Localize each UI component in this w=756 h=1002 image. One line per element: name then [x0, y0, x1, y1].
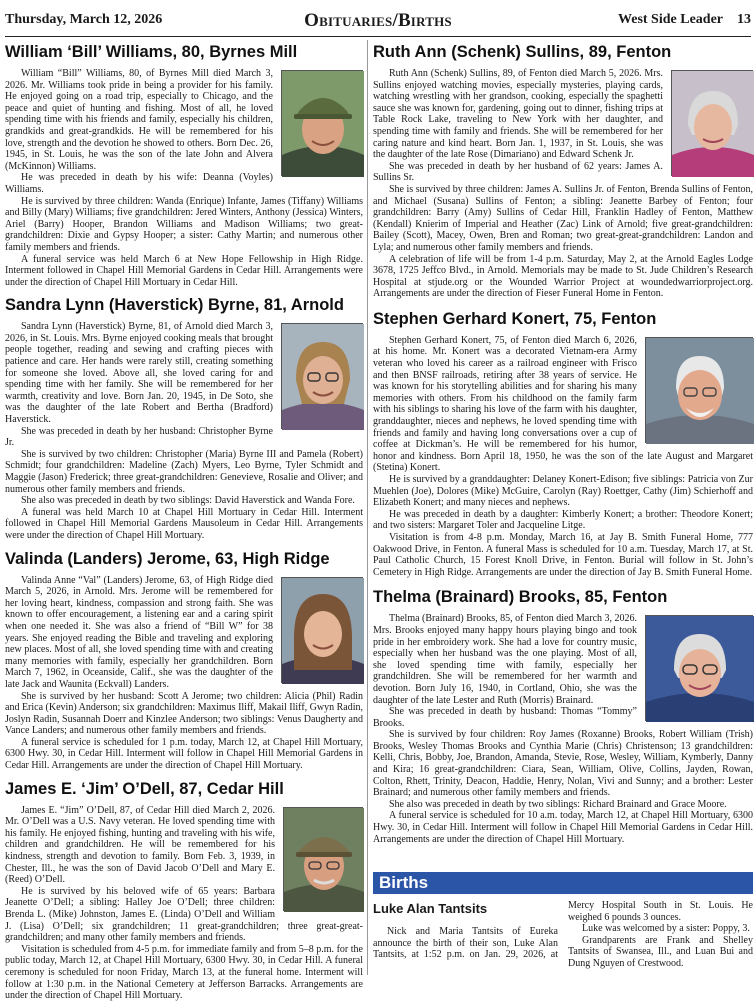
obituary-paragraph: She is survived by her husband: Scott A Jerome; two children: Alicia (Phil) Radin and Erica (Kevin) Anderson; six grandchildren: Maximus Iliff, Makail Iliff, Gwyn Radin, Joslyn Radin, Susannah Doerr and Kinzlee Anderson; two siblings: Venus Daugherty and Vance Landers; and numerous other family members and friends. — [5, 690, 363, 737]
publication-name: West Side Leader — [618, 12, 723, 27]
obituary-paragraph: She also was preceded in death by two siblings: Richard Brainard and Grace Moore. — [389, 798, 727, 810]
obituary-paragraph: Stephen Gerhard Konert, 75, of Fenton died March 6, 2026, at his home. Mr. Konert was a decorated Vietnam-era Army veteran who loved his career as a railroad engineer with Frisco and then BNSF railroads, retiring after 38 years of service. He was known for his storytelling abilities and for sharing his many memories with others. From his childhood on the family farm with his siblings to sharing his love of the farm with his daughter, granddaughter, nieces and nephews, he loved spending time with friends and family and having long conversations over a cup of coffee at Dickman’s. He will be remembered for his humor, honor and kindness. Born April 18, 1950, he was the son of the late August and Margaret (Stetina) Konert. — [373, 334, 753, 474]
birth-announcement-tantsits — [373, 900, 753, 980]
birth-paragraph: Grandparents are Frank and Shelley Tantsits of Swansea, Ill., and Luan Bui and Dung Nguyen of Crestwood. — [568, 934, 753, 969]
obituary-paragraph: Sandra Lynn (Haverstick) Byrne, 81, of Arnold died March 3, 2026, in St. Louis. Mrs. Byrne enjoyed cooking meals that brought people together, reading and sewing and crafting pieces with patience and care. Her hands were rarely still, creating something for someone she loved. Above all, she loved caring for and spending time with her family. She will be remembered for her warmth, creativity and love. Born Jan. 20, 1945, in De Soto, she was the daughter of the late Robert and Bertha (Bradford) Haverstick. — [5, 321, 273, 426]
section-title: Obituaries/Births — [304, 10, 452, 31]
portrait-photo — [645, 337, 753, 443]
obituary-paragraph: A funeral service was held March 6 at New Hope Fellowship in High Ridge. Interment followed in Chapel Hill Memorial Gardens in Cedar Hill. Arrangements were under the direction of Chapel Hill Mortuary in Cedar Hill. — [5, 253, 363, 288]
portrait-image-icon — [284, 808, 364, 912]
portrait-photo — [281, 577, 363, 683]
birth-paragraph: Luke was welcomed by a sister: Poppy, 3. — [582, 923, 750, 935]
obituary-heading: James E. ‘Jim’ O’Dell, 87, Cedar Hill — [5, 779, 284, 798]
obituary-heading: Stephen Gerhard Konert, 75, Fenton — [373, 309, 657, 328]
obituary-paragraph: She was preceded in death by her husband of 62 years: James A. Sullins Sr. — [373, 160, 663, 184]
obituary-paragraph: A celebration of life will be from 1-4 p.m. Saturday, May 2, at the Arnold Eagles Lodge 3678, 1725 Jeffco Blvd., in Arnold. Memorials may be made to St. Jude Children’s Research Hospital at stjude.org or the Wounded Warrior Project at woundedwarriorproject.org. Arrangements are under the direction of Fieser Funeral Home in Fenton. — [373, 253, 753, 300]
obituary-paragraph: Ruth Ann (Schenk) Sullins, 89, of Fenton died March 5, 2026. Mrs. Sullins enjoyed watching movies, especially mysteries, playing cards, watching wrestling with her grandson, cooking, especially the spaghetti sauce she was known for, gardening, going out to dinner, fishing trips at Table Rock Lake, traveling to New York with her daughter, and spending time with family and friends. She will be remembered for her caring nature and kind heart. Born Jan. 1, 1937, in St. Louis, she was the daughter of the late Rose (Dimariano) and Edward Schenk Jr. — [373, 68, 663, 161]
obituary-paragraph: A funeral service is scheduled for 10 a.m. today, March 12, at Chapel Hill Mortuary, 6300 Hwy. 30, in Cedar Hill. Interment will follow in Chapel Hill Memorial Gardens in Cedar Hill. Arrangements are under the direction of Chapel Hill Mortuary. — [373, 810, 753, 845]
issue-date: Thursday, March 12, 2026 — [5, 12, 163, 27]
portrait-image-icon — [646, 338, 754, 444]
obituary-byrne — [5, 293, 363, 541]
births-section-title: Births — [379, 873, 429, 892]
obituary-paragraph: He is survived by his beloved wife of 65 years: Barbara Jeanette O’Dell; a sibling: Halley Joe O’Dell; three children: Brenda L. (Mike) Johnston, James E. (Linda) O’Dell and William J. (Lisa) O’Dell; six grandchildren; 11 great-grandchildren; three great-great-grandchildren; and many other family members and friends. — [5, 885, 363, 944]
portrait-image-icon — [646, 616, 754, 722]
portrait-image-icon — [282, 71, 364, 177]
portrait-photo — [645, 615, 753, 721]
obituary-odell — [5, 777, 363, 1002]
obituary-heading: William ‘Bill’ Williams, 80, Byrnes Mill — [5, 43, 298, 61]
obituary-jerome — [5, 547, 363, 772]
portrait-photo — [671, 70, 753, 176]
obituary-sullins — [373, 40, 753, 300]
obituary-paragraph: Visitation is scheduled from 4-5 p.m. for immediate family and from 5–8 p.m. for the public today, March 12, at Chapel Hill Mortuary, 6300 Hwy. 30, in Cedar Hill. A funeral ceremony is scheduled for noon Friday, March 13, at the funeral home. Interment will follow at 1:30 p.m. in the National Cemetery at Jefferson Barracks. Arrangements are under the direction of Chapel Hill Mortuary. — [5, 943, 363, 1002]
portrait-photo — [281, 70, 363, 176]
obituary-brooks — [373, 585, 753, 845]
obituary-paragraph: She is survived by three children: James A. Sullins Jr. of Fenton, Brenda Sullins of Fenton, and Michael (Susana) Sullins of Fenton; a sibling: Jeanette Barbey of Fenton; four grandchildren: Barry (Amy) Sullins of Cedar Hill, Franklin Hadley of Fenton, Matthew (Kendall) Knierim of Imperial and Heather (Zac) Link of Arnold; five great-grandchildren: Bailey (Scott), Macey, Owen, Bren and Roman; two great-great-grandchildren: Landon and Lyla; and numerous other family members and friends. — [373, 183, 753, 253]
obituary-paragraph: William “Bill” Williams, 80, of Byrnes Mill died March 3, 2026. Mr. Williams took pride in being a provider for his family. He enjoyed going on a road trip, especially to Chicago, and the peace and quiet of hunting and fishing. Most of all, he loved spending time with his friends and family, especially his children, grandkids and great-grandkids. He will be remembered for his love, strength and the devotion he showed to others. Born Dec. 26, 1945, in St. Louis, he was the son of the late John and Alvera (McKinnon) Williams. — [5, 68, 273, 172]
obituary-heading: Thelma (Brainard) Brooks, 85, Fenton — [373, 588, 668, 607]
obituary-paragraph: She also was preceded in death by two siblings: David Haverstick and Wanda Fore. — [21, 495, 355, 507]
obituary-paragraph: He is survived by a granddaughter: Delaney Konert-Edison; five siblings: Patricia von Zur Muehlen (Joe), Dolores (Mike) McGuire, Carolyn (Ray) Roettger, Cathy (Jim) Schierhoff and Elizabeth Konert; and many nieces and nephews. — [373, 474, 753, 509]
left-column — [5, 40, 363, 1002]
portrait-photo — [283, 807, 363, 911]
publication-and-page — [618, 12, 751, 28]
obituary-paragraph: She is survived by two children: Christopher (Maria) Byrne III and Pamela (Robert) Schmidt; four grandchildren: Madeline (Zach) Myers, Leo Byrne, Tyler Schmidt and Maggie (Jason) Frederick; three great-grandchildren: Genevieve, Rosalie and Oliver; and numerous other family members and friends. — [5, 448, 363, 495]
portrait-image-icon — [282, 578, 364, 684]
obituary-paragraph: A funeral was held March 10 at Chapel Hill Mortuary in Cedar Hill. Interment followed in Chapel Hill Memorial Gardens Mausoleum in Cedar Hill. Arrangements were under the direction of Chapel Hill Mortuary. — [5, 506, 363, 541]
obituary-paragraph: James E. “Jim” O’Dell, 87, of Cedar Hill died March 2, 2026. Mr. O’Dell was a U.S. Navy veteran. He loved spending time with his family. He enjoyed fishing, hunting and traveling with his wife, children and grandchildren. He will be remembered for his kindness, strength and devotion to family. Born Feb. 3, 1939, in Chester, Ill., he was the son of David Jacob O’Dell and Mary E. (Reed) O’Dell. — [5, 804, 275, 886]
obituary-paragraph: A funeral service is scheduled for 1 p.m. today, March 12, at Chapel Hill Mortuary, 6300 Hwy. 30, in Cedar Hill. Interment will follow in Chapel Hill Memorial Gardens in Cedar Hill. Arrangements are under the direction of Chapel Hill Mortuary. — [5, 736, 363, 772]
birth-heading: Luke Alan Tantsits — [373, 901, 488, 916]
obituary-paragraph: Valinda Anne “Val” (Landers) Jerome, 63, of High Ridge died March 5, 2026, in Arnold. Mrs. Jerome will be remembered for her loving heart, kindness, compassion and strong faith. She was known to offer encouragement, a listening ear and a caring spirit when one needed it. She was also a friend of “Bill W” for 38 years. She enjoyed reading the Bible and traveling and exploring new places. Most of all, she loved spending time with and creating many memories with family, especially her grandchildren. Born March 7, 1962, in Oceanside, Calif., she was the daughter of the late Jack and Waunita (Eckvall) Landers. — [5, 574, 273, 690]
portrait-photo — [281, 323, 363, 429]
portrait-image-icon — [282, 324, 364, 430]
right-column — [373, 40, 753, 845]
obituary-paragraph: He was preceded in death by his wife: Deanna (Voyles) Williams. — [5, 172, 273, 195]
obituary-paragraph: He was preceded in death by a daughter: Kimberly Konert; a brother: Theodore Konert; and two sisters: Margaret Toler and Jacqueline Litge. — [373, 508, 753, 532]
column-divider — [367, 40, 368, 975]
births-section-bar — [373, 872, 753, 894]
obituary-heading: Valinda (Landers) Jerome, 63, High Ridge — [5, 549, 330, 568]
birth-paragraph: Nick and Maria Tantsits of Eureka announce the birth of their son, Luke Alan Tantsits, at 1:52 p.m. on Jan. 29, 2026, at Mercy Hospital South in St. Louis. He weighed 6 pounds 3 ounces. — [373, 900, 753, 961]
obituary-paragraph: She was preceded in death by her husband: Christopher Byrne Jr. — [5, 425, 273, 449]
obituary-konert — [373, 307, 753, 578]
obituary-paragraph: She was preceded in death by husband: Thomas “Tommy” Brooks. — [373, 706, 637, 729]
obituary-heading: Ruth Ann (Schenk) Sullins, 89, Fenton — [373, 43, 672, 61]
masthead — [5, 10, 751, 36]
obituary-paragraph: He is survived by three children: Wanda (Enrique) Infante, James (Tiffany) Williams and Billy (Mary) Williams; five grandchildren: Jered Winters, Anthony (Jessica) Winters, Ariel (Barry) Hooper, Brandon Williams and Madison Williams; two great-grandchildren: Dixie and Gypsy Hooper; a sister: Cathy Martin; and numerous other family members and friends. — [5, 195, 363, 253]
obituary-williams — [5, 40, 363, 288]
obituary-paragraph: Thelma (Brainard) Brooks, 85, of Fenton died March 3, 2026. Mrs. Brooks enjoyed many happy hours playing bingo and took pride in her embroidery work. She had a love for country music, especially when her husband was the one playing. Most of all, she loved spending time with family, especially her grandchildren. She will be remembered for her warmth and devotion. Born July 16, 1940, in Cortland, Ohio, she was the daughter of the late Lester and Ruth (Morris) Brainard. — [373, 613, 638, 706]
page-number: 13 — [737, 12, 751, 27]
obituary-paragraph: Visitation is from 4-8 p.m. Monday, March 16, at Jay B. Smith Funeral Home, 777 Oakwood Drive, in Fenton. A funeral Mass is scheduled for 10 a.m. Tuesday, March 17, at St. Paul Catholic Church, 15 Forest Knoll Drive, in Fenton. Burial will follow in St. John’s Cemetery in High Ridge. Arrangements are under the direction of Jay B. Smith Funeral Home. — [373, 531, 753, 578]
obituary-paragraph: She is survived by four children: Roy James (Roxanne) Brooks, Robert William (Trish) Brooks, Wesley Thomas Brooks and Cynthia Marie (Chris) Christenson; 13 grandchildren: Kelli, Chris, Bobby, Joe, Brandon, Amanda, Stevie, Rose, Wesley, William, Kymberly, Danny and Kira; 16 great-grandchildren: Ciara, Sean, William, Olive, Collins, Jayden, Rowan, Colton, Rhett, Trinity, Deacon, Haddie, Henry, Nolan, Vivi and Sunny; and a brother: Lester Brainard; and numerous other family members and friends. — [373, 729, 753, 799]
masthead-rule — [5, 36, 751, 37]
portrait-image-icon — [672, 71, 754, 177]
obituary-heading: Sandra Lynn (Haverstick) Byrne, 81, Arnold — [5, 296, 344, 315]
